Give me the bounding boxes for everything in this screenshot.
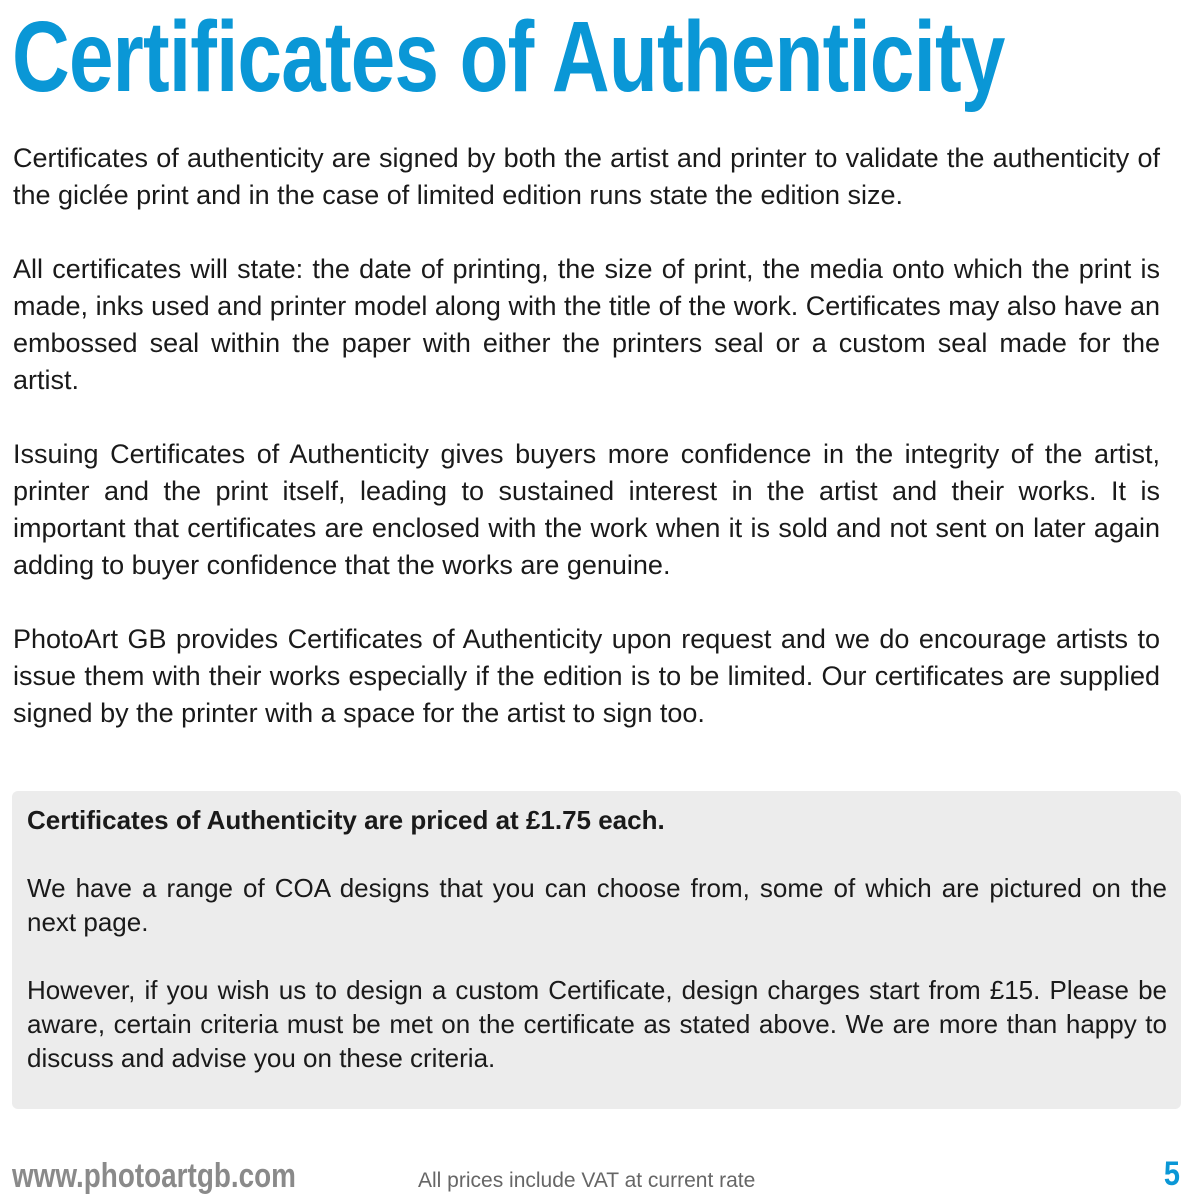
footer-vat-note: All prices include VAT at current rate: [418, 1169, 756, 1192]
intro-paragraph: PhotoArt GB provides Certificates of Authenticity upon request and we do encourage artists to issue them with their works especially if the edition is to be limited. Our certificates are supplied signed by the printer with a space for the artist to sign too.: [13, 624, 1160, 728]
pricing-box: [12, 791, 1181, 1109]
page-number: 5: [1163, 1155, 1180, 1193]
pricing-headline: Certificates of Authenticity are priced at £1.75 each.: [27, 805, 665, 835]
pricing-paragraph: However, if you wish us to design a custom Certificate, design charges start from £15. Please be aware, certain criteria must be met on the certificate as stated above. We are more than happy to discuss and advise you on these criteria.: [27, 975, 1167, 1073]
intro-section: [13, 140, 1160, 732]
page-title: Certificates of Authenticity: [12, 1, 1005, 113]
footer-website-link[interactable]: www.photoartgb.com: [12, 1157, 296, 1195]
intro-paragraph: Certificates of authenticity are signed by both the artist and printer to validate the authenticity of the giclée print and in the case of limited edition runs state the edition size.: [13, 143, 1160, 210]
pricing-paragraph: We have a range of COA designs that you can choose from, some of which are pictured on the next page.: [27, 873, 1167, 937]
intro-paragraph: All certificates will state: the date of printing, the size of print, the media onto which the print is made, inks used and printer model along with the title of the work. Certificates may also have an embossed seal within the paper with either the printers seal or a custom seal made for the artist.: [13, 254, 1160, 395]
intro-paragraph: Issuing Certificates of Authenticity gives buyers more confidence in the integrity of the artist, printer and the print itself, leading to sustained interest in the artist and their works. It is important that certificates are enclosed with the work when it is sold and not sent on later again adding to buyer confidence that the works are genuine.: [13, 439, 1160, 580]
